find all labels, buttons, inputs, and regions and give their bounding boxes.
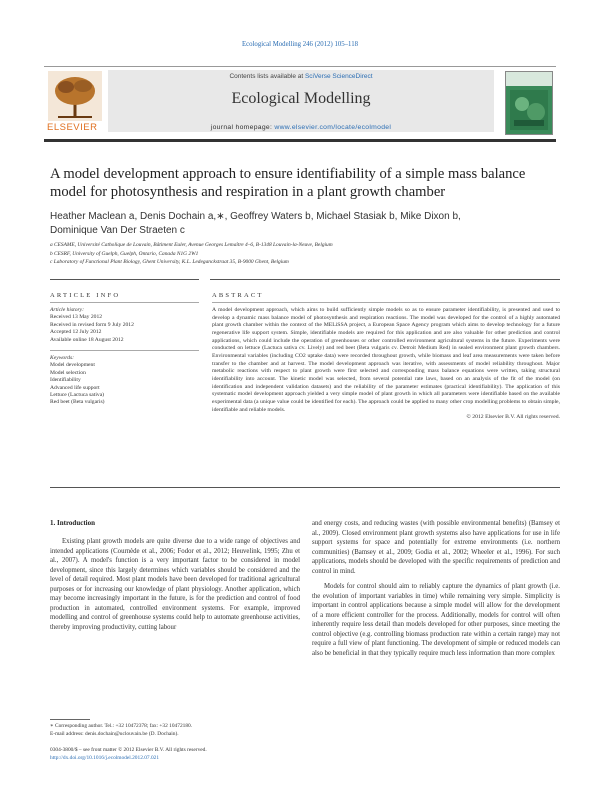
keyword-item: Identifiability [50,377,81,384]
keyword-item: Model development [50,362,95,369]
publication-identifiers [50,747,350,762]
elsevier-wordmark: ELSEVIER [47,122,98,133]
abstract-top-rule [210,279,560,280]
article-info-panel [50,307,199,407]
body-column-left [50,537,300,632]
author-list [50,210,550,238]
contents-available-line [108,73,494,80]
info-separator [50,350,199,351]
footnote-rule [50,719,90,720]
authors-line-1: Heather Maclean a, Denis Dochain a,∗, Geoffrey Waters b, Michael Stasiak b, Mike Dixon b, [50,211,461,222]
contents-prefix: Contents lists available at [229,73,305,80]
homepage-prefix: journal homepage: [210,124,275,131]
history-online: Available online 18 August 2012 [50,336,124,343]
history-label: Article history: [50,307,85,313]
cover-title-band [506,72,552,86]
keyword-item: Model selection [50,369,86,376]
keywords-label: Keywords: [50,355,75,362]
history-received: Received 13 May 2012 [50,314,103,321]
article-info-heading-rule [50,302,199,303]
abstract-copyright: © 2012 Elsevier B.V. All rights reserved. [466,414,560,421]
keyword-item: Lettuce (Lactuca sativa) [50,392,105,399]
keyword-item: Advanced life support [50,384,100,391]
affiliation-c: c Laboratory of Functional Plant Biology, Ghent University, K.L. Ledeganckstraat 35, B-9000 Ghent, Belgium [50,259,289,266]
article-title: A model development approach to ensure identifiability of a simple mass balance model for photosynthesis and respiration in a plant growth chamber [50,166,526,200]
abstract-heading-rule [212,302,560,303]
journal-cover-thumbnail [505,71,553,135]
footnotes [50,722,300,738]
front-matter-bottom-rule [50,487,560,488]
history-revised: Received in revised form 9 July 2012 [50,321,134,328]
doi-link[interactable]: http://dx.doi.org/10.1016/j.ecolmodel.2012.07.021 [50,754,160,761]
homepage-link[interactable]: www.elsevier.com/locate/ecolmodel [274,124,392,131]
intro-paragraph-3: Models for control should aim to reliably capture the dynamics of plant growth (i.e. the evolution of important variables in time) while remaining very simple. Simplicity is important in control applications because a simple model will allow for the development of a more efficient controller for the process. Additionally, models for control will often inherently require less detail than models developed for other purposes, since meeting the control objective (e.g. controlling biomass production rate within a certain range) may not require a full view of plant functioning. The development of simple or reduced models can also be beneficial in that they typically require much less information than more complex [312,583,560,657]
affiliations [50,241,550,267]
body-column-right [312,519,560,658]
keyword-item: Red beet (Beta vulgaris) [50,399,105,406]
journal-homepage-line [108,124,494,131]
intro-paragraph-1: Existing plant growth models are quite diverse due to a wide range of objectives and intended applications (Cournède et al., 2006; Fodor et al., 2012; Heuvelink, 1995; Zhu et al., 2007). A model's function is a very important factor to be considered in model development, since this largely determines which variables should be considered and the level of detail required. Most plant models have been developed for traditional agricultural purposes or for increasing our knowledge of plant physiology. Another application, which may become increasingly important in the future, is for the prediction and control of food production in automated, controlled environment systems. For example, improved modelling and control of greenhouse systems could help to automate greenhouse activities, thereby improving productivity, cutting labour [50,538,300,631]
intro-paragraph-2: and energy costs, and reducing wastes (with possible environmental benefits) (Bamsey et al., 2009). Closed environment plant growth systems also have applications for use in life support systems for space and potentially for extreme environments (i.e. northern communities) (Bamsey et al., 2009; Godia et al., 2002; Wheeler et al., 1996). For such applications, models should be developed with the specific requirements of prediction and control in mind. [312,520,560,575]
footnote-email[interactable]: E-mail address: denis.dochain@uclouvain.be (D. Dochain). [50,731,179,737]
journal-title: Ecological Modelling [231,90,371,107]
journal-reference[interactable]: Ecological Modelling 246 (2012) 105–118 [241,41,359,48]
authors-line-2: Dominique Van Der Straeten c [50,225,185,236]
issn-line: 0304-3800/$ – see front matter © 2012 Elsevier B.V. All rights reserved. [50,747,207,753]
abstract-body [212,307,560,422]
article-info-top-rule [50,279,199,280]
affiliation-a: a CESAME, Université Catholique de Louvain, Bâtiment Euler, Avenue Georges Lemaître 4–6, B-1348 Louvain-la-Neuve, Belgium [50,242,333,248]
footnote-corresponding-author: ∗ Corresponding author. Tel.: +32 10472378; fax: +32 10472180. [50,723,193,729]
sciverse-link[interactable]: SciVerse ScienceDirect [304,73,373,80]
article-info-heading: ARTICLE INFO [50,292,121,299]
cover-illustration-icon [510,90,548,130]
abstract-text: A model development approach, which aims to build sufficiently simple models so as to ensure parameter identifiability, is presented and used to develop a dynamic mass balance model of photosynthesis and respiration reactions. The model was developed for the control of a highly automated plant growth chamber within the context of the MELiSSA project, a European Space Agency program which aims to develop technology for a future regenerative life support system. Simple, identifiable models are required for this application and are also valuable for other prediction and control applications, which could include the operation of greenhouses or other controlled environment agricultural systems in the future. Experiments were conducted on lettuce (Lactuca sativa cv. Lively) and red beet (Beta vulgaris cv. Detroit Medium Red) in sealed environment plant growth chambers. Environmental variables (including CO2 uptake data) were recorded throughout growth, while biomass and leaf area measurements were taken before transfer to the chamber and at harvest. The model development approach was iterative, with assessments of model reliability throughout. Major metabolic reactions with respect to plant growth were first selected and corresponding mass balance equations were written, taking structural identifiability into account. The kinetic model was selected, from several potential rate laws, based on an analysis of the fit of the model (on identification and independent validation datasets) and the reliability of the parameter estimates (practical identifiability). The application of this systematic model development approach yielded a very simple model of plant growth in which all parameters were identifiable based on the available experimental data (a unique value could be identified for each). The approach could be applied to many other crop modelling problems to obtain simple, identifiable and reliable models. [212,307,560,413]
abstract-heading: ABSTRACT [212,292,264,299]
section-heading-introduction: 1. Introduction [50,519,95,527]
affiliation-b: b CESRF, University of Guelph, Guelph, Ontario, Canada N1G 2W1 [50,250,199,257]
history-accepted: Accepted 12 July 2012 [50,329,102,336]
